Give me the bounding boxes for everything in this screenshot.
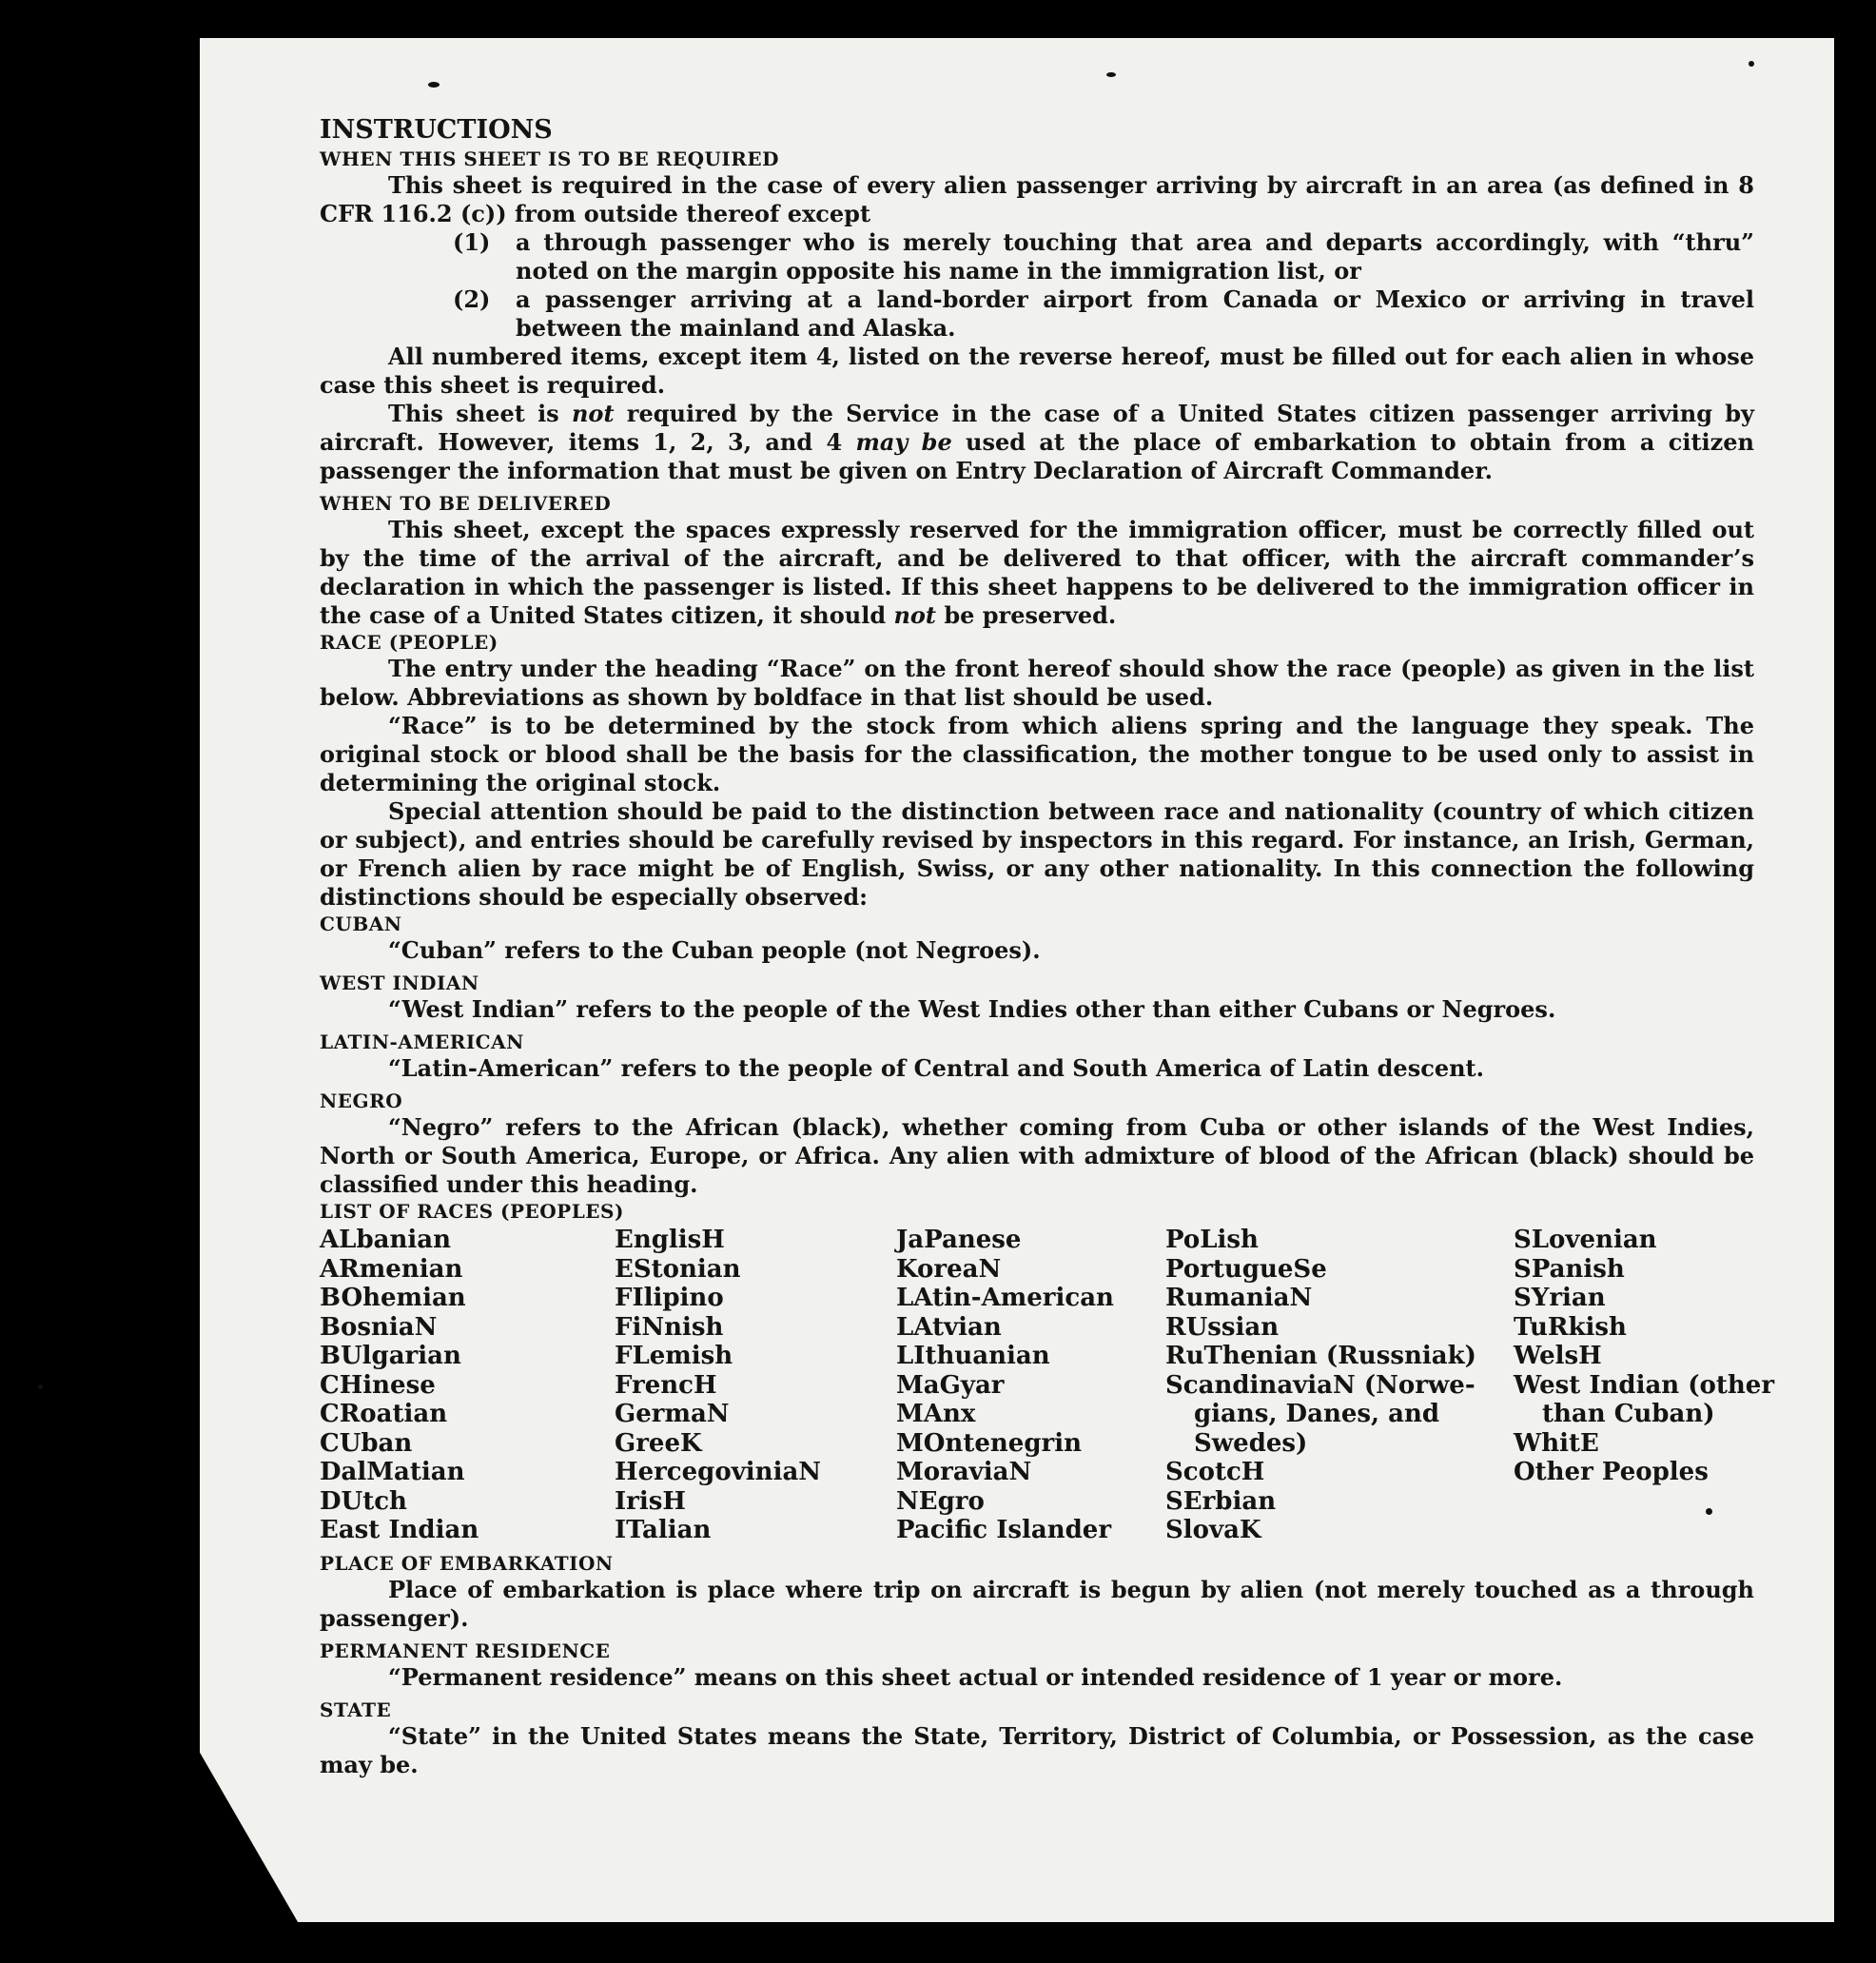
race-entry: FLemish — [615, 1342, 733, 1370]
exception-number: (2) — [453, 285, 491, 313]
race-entry: SlovaK — [1165, 1516, 1261, 1544]
races-column-2 — [615, 1226, 896, 1545]
race-para-2: “Race” is to be determined by the stock from which aliens spring and the language they speak. The original stock or blood shall be the basis for the classification, the mother tongue to be used only to assist in determining the original stock. — [320, 712, 1754, 796]
race-entry: East Indian — [320, 1516, 479, 1544]
race-entry: EStonian — [615, 1254, 741, 1284]
race-entry: WhitE — [1514, 1428, 1599, 1458]
section-heading-cuban: CUBAN — [320, 913, 402, 935]
section-heading-state: STATE — [320, 1698, 392, 1721]
race-entry: BOhemian — [320, 1284, 466, 1312]
section-heading-delivered: WHEN TO BE DELIVERED — [320, 492, 612, 515]
exception-item — [453, 228, 1754, 285]
race-entry: GermaN — [615, 1400, 730, 1428]
west-indian-text: “West Indian” refers to the people of the West Indies other than either Cubans or Negroes. — [388, 995, 1556, 1023]
race-entry: LAtvian — [896, 1312, 1002, 1342]
race-entry: SErbian — [1165, 1486, 1277, 1516]
race-entry: WelsH — [1514, 1342, 1602, 1370]
section-heading-required: WHEN THIS SHEET IS TO BE REQUIRED — [320, 147, 779, 170]
scan-speck — [1749, 61, 1754, 67]
race-entry: PoLish — [1165, 1226, 1259, 1254]
race-entry-continued: gians, Danes, and — [1194, 1400, 1440, 1428]
races-list — [320, 1226, 1775, 1545]
race-entry: MoraviaN — [896, 1458, 1032, 1486]
race-entry: ALbanian — [320, 1226, 452, 1254]
race-entry: MaGyar — [896, 1370, 1005, 1400]
race-entry: CUban — [320, 1428, 413, 1458]
delivered-text: This sheet, except the spaces expressly reserved for the immigration officer, must be correctly filled out by the time of the arrival of the aircraft, and be delivered to that officer, with the aircraft commander’s declaration in which the passenger is listed. If this sheet happens to be delivered to the immigration officer in the case of a United States citizen, it should not be preserved. — [320, 516, 1754, 629]
race-entry: Other Peoples — [1514, 1458, 1709, 1486]
race-entry: LIthuanian — [896, 1342, 1050, 1370]
race-entry: MOntenegrin — [896, 1428, 1082, 1458]
section-heading-negro: NEGRO — [320, 1089, 403, 1112]
latin-american-text: “Latin-American” refers to the people of Central and South America of Latin descent. — [388, 1054, 1484, 1082]
races-column-3 — [896, 1226, 1165, 1545]
negro-text: “Negro” refers to the African (black), whether coming from Cuba or other islands of the West Indies, North or South America, Europe, or Africa. Any alien with admixture of blood of the African (black) should be classified under this heading. — [320, 1113, 1754, 1198]
race-entry: HercegoviniaN — [615, 1458, 822, 1486]
race-entry: ARmenian — [320, 1254, 463, 1284]
race-entry: West Indian (other — [1514, 1370, 1775, 1400]
race-entry: SPanish — [1514, 1254, 1625, 1284]
race-entry: DUtch — [320, 1486, 407, 1516]
race-entry: NEgro — [896, 1486, 985, 1516]
section-heading-permanent-residence: PERMANENT RESIDENCE — [320, 1639, 611, 1662]
race-entry: FIlipino — [615, 1284, 724, 1312]
race-entry: MAnx — [896, 1400, 976, 1428]
race-entry: ScotcH — [1165, 1458, 1265, 1486]
race-entry: BUlgarian — [320, 1342, 461, 1370]
race-entry: SYrian — [1514, 1284, 1606, 1312]
races-column-4 — [1165, 1226, 1514, 1545]
exception-item — [453, 285, 1754, 343]
state-text: “State” in the United States means the State, Territory, District of Columbia, or Possession, as the case may be. — [320, 1721, 1754, 1778]
section-heading-embarkation: PLACE OF EMBARKATION — [320, 1551, 614, 1575]
scan-speck — [38, 1384, 43, 1389]
cuban-text: “Cuban” refers to the Cuban people (not Negroes). — [388, 936, 1041, 964]
race-entry: CHinese — [320, 1370, 436, 1400]
embarkation-text: Place of embarkation is place where trip on aircraft is begun by alien (not merely touched as a through passenger). — [320, 1575, 1754, 1632]
race-entry: RuThenian (Russniak) — [1165, 1342, 1476, 1370]
race-entry: RUssian — [1165, 1312, 1280, 1342]
scan-speck — [428, 82, 440, 88]
section-heading-west-indian: WEST INDIAN — [320, 972, 479, 994]
exception-text: a passenger arriving at a land-border airport from Canada or Mexico or arriving in travel between the mainland and Alaska. — [516, 285, 1754, 342]
race-entry: DalMatian — [320, 1458, 465, 1486]
race-entry: JaPanese — [896, 1226, 1022, 1254]
race-entry-continued: Swedes) — [1194, 1428, 1308, 1458]
scan-speck — [1106, 72, 1116, 77]
exception-text: a through passenger who is merely touching that area and departs accordingly, with “thru” noted on the margin opposite his name in the immigration list, or — [516, 228, 1754, 285]
section-heading-race: RACE (PEOPLE) — [320, 631, 498, 654]
page-title: INSTRUCTIONS — [320, 115, 553, 145]
race-entry: RumaniaN — [1165, 1284, 1313, 1312]
race-entry: LAtin-American — [896, 1284, 1114, 1312]
race-entry: CRoatian — [320, 1400, 448, 1428]
permanent-residence-text: “Permanent residence” means on this sheet actual or intended residence of 1 year or more. — [388, 1662, 1563, 1691]
race-entry: ITalian — [615, 1516, 712, 1544]
race-para-1: The entry under the heading “Race” on the front hereof should show the race (people) as given in the list below. Abbreviations as shown by boldface in that list should be used. — [320, 655, 1754, 711]
race-entry: KoreaN — [896, 1254, 1002, 1284]
instructions-text — [320, 114, 1775, 1779]
race-entry: SLovenian — [1514, 1226, 1657, 1254]
race-entry: GreeK — [615, 1428, 702, 1458]
section-heading-list-of-races: LIST OF RACES (PEOPLES) — [320, 1200, 624, 1223]
races-column-1 — [320, 1226, 615, 1545]
section-heading-latin-american: LATIN-AMERICAN — [320, 1031, 524, 1053]
race-entry: FrencH — [615, 1370, 717, 1400]
race-entry: IrisH — [615, 1486, 686, 1516]
races-column-5 — [1514, 1226, 1775, 1545]
race-entry: PortugueSe — [1165, 1254, 1327, 1284]
race-entry: EnglisH — [615, 1226, 725, 1254]
race-entry: BosniaN — [320, 1312, 438, 1342]
required-intro: This sheet is required in the case of every alien passenger arriving by aircraft in an area (as defined in 8 CFR 116.2 (c)) from outside thereof except — [320, 171, 1754, 227]
required-para-citizen: This sheet is not required by the Service in the case of a United States citizen passenger arriving by aircraft. However, items 1, 2, 3, and 4 may be used at the place of embarkation to obtain from a citizen passenger the information that must be given on Entry Declaration of Aircraft Commander. — [320, 400, 1755, 484]
race-entry: TuRkish — [1514, 1312, 1627, 1342]
race-para-3: Special attention should be paid to the distinction between race and nationality (country of which citizen or subject), and entries should be carefully revised by inspectors in this regard. For instance, an Irish, German, or French alien by race might be of English, Swiss, or any other nationality. In this connection the following distinctions should be especially observed: — [320, 797, 1754, 911]
race-entry: Pacific Islander — [896, 1516, 1112, 1544]
race-entry: ScandinaviaN (Norwe- — [1165, 1370, 1475, 1400]
race-entry: FiNnish — [615, 1312, 724, 1342]
exception-number: (1) — [453, 228, 491, 256]
required-para-items: All numbered items, except item 4, listed on the reverse hereof, must be filled out for each alien in whose case this sheet is required. — [320, 343, 1754, 399]
race-entry-continued: than Cuban) — [1542, 1400, 1715, 1428]
